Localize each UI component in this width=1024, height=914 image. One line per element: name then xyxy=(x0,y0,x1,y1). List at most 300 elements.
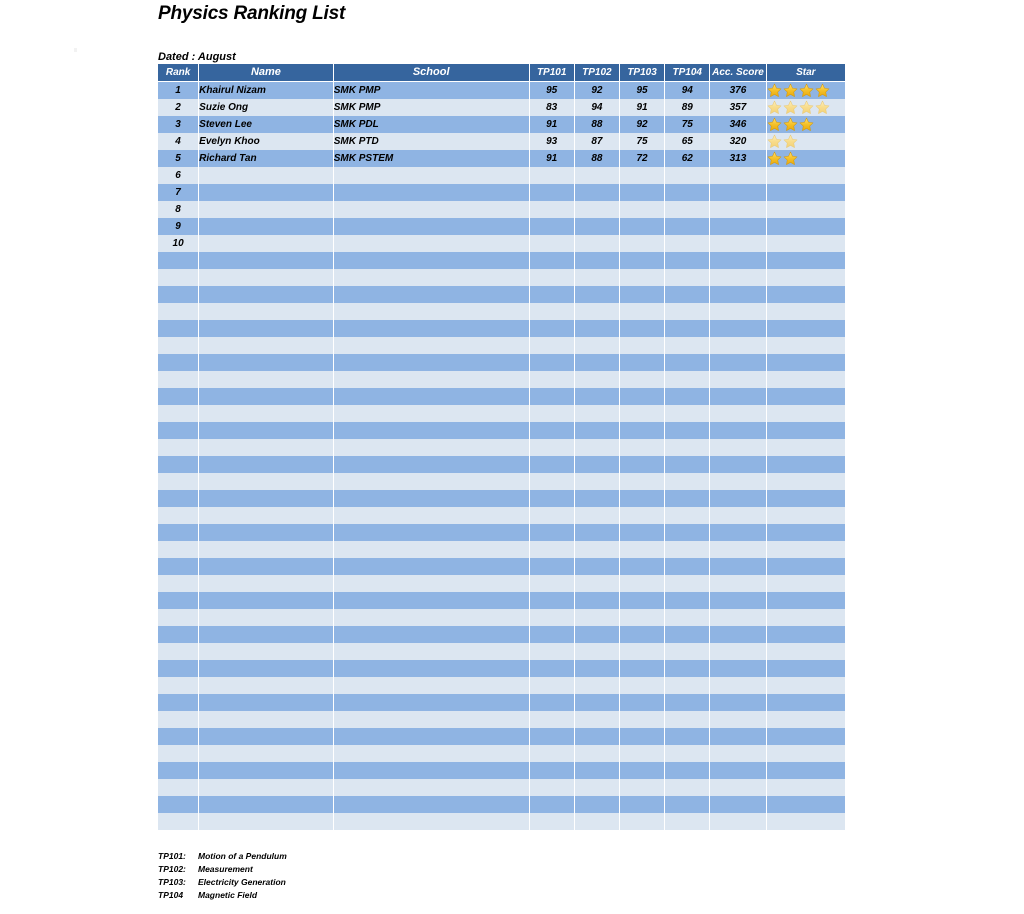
cell-rank[interactable] xyxy=(158,422,199,439)
cell-tp102[interactable] xyxy=(574,592,619,609)
table-row[interactable] xyxy=(158,133,846,150)
cell-star-rating[interactable] xyxy=(766,167,845,184)
table-row[interactable] xyxy=(158,320,846,337)
cell-star-rating[interactable] xyxy=(766,371,845,388)
cell-name[interactable] xyxy=(199,524,334,541)
cell-tp103[interactable] xyxy=(619,660,664,677)
cell-tp103[interactable] xyxy=(619,575,664,592)
cell-tp101[interactable] xyxy=(529,167,574,184)
cell-tp103[interactable] xyxy=(619,643,664,660)
cell-star-rating[interactable] xyxy=(766,541,845,558)
cell-tp102[interactable] xyxy=(574,388,619,405)
cell-star-rating[interactable] xyxy=(766,677,845,694)
table-row[interactable] xyxy=(158,201,846,218)
cell-acc-score[interactable] xyxy=(710,609,766,626)
table-row[interactable] xyxy=(158,235,846,252)
cell-tp103[interactable] xyxy=(619,354,664,371)
cell-tp104[interactable] xyxy=(665,779,710,796)
cell-acc-score[interactable] xyxy=(710,507,766,524)
cell-acc-score[interactable] xyxy=(710,711,766,728)
cell-tp103[interactable] xyxy=(619,473,664,490)
cell-tp101[interactable] xyxy=(529,524,574,541)
table-row[interactable] xyxy=(158,745,846,762)
cell-school[interactable] xyxy=(333,371,529,388)
column-header-tp104[interactable]: TP104 xyxy=(665,64,710,82)
column-header-tp103[interactable]: TP103 xyxy=(619,64,664,82)
cell-acc-score[interactable] xyxy=(710,422,766,439)
cell-tp101[interactable] xyxy=(529,184,574,201)
cell-tp104[interactable]: 62 xyxy=(665,150,710,167)
cell-tp102[interactable] xyxy=(574,439,619,456)
cell-school[interactable] xyxy=(333,473,529,490)
table-header-row[interactable] xyxy=(158,64,846,82)
cell-acc-score[interactable] xyxy=(710,303,766,320)
cell-acc-score[interactable] xyxy=(710,813,766,830)
cell-acc-score[interactable] xyxy=(710,252,766,269)
cell-tp104[interactable]: 89 xyxy=(665,99,710,116)
cell-acc-score[interactable] xyxy=(710,728,766,745)
cell-rank[interactable] xyxy=(158,813,199,830)
cell-school[interactable] xyxy=(333,711,529,728)
cell-tp103[interactable] xyxy=(619,490,664,507)
cell-name[interactable] xyxy=(199,558,334,575)
cell-star-rating[interactable] xyxy=(766,609,845,626)
cell-tp101[interactable] xyxy=(529,286,574,303)
cell-name[interactable] xyxy=(199,269,334,286)
column-header-name[interactable]: Name xyxy=(199,64,334,82)
cell-acc-score[interactable] xyxy=(710,677,766,694)
table-row[interactable] xyxy=(158,371,846,388)
cell-tp104[interactable]: 94 xyxy=(665,82,710,100)
cell-star-rating[interactable] xyxy=(766,456,845,473)
cell-tp104[interactable] xyxy=(665,626,710,643)
cell-tp103[interactable] xyxy=(619,184,664,201)
cell-tp101[interactable] xyxy=(529,507,574,524)
cell-tp101[interactable] xyxy=(529,643,574,660)
cell-rank[interactable] xyxy=(158,609,199,626)
cell-tp104[interactable] xyxy=(665,269,710,286)
cell-star-rating[interactable] xyxy=(766,150,845,167)
cell-star-rating[interactable] xyxy=(766,235,845,252)
table-row[interactable] xyxy=(158,456,846,473)
table-row[interactable] xyxy=(158,354,846,371)
cell-rank[interactable]: 9 xyxy=(158,218,199,235)
table-row[interactable] xyxy=(158,711,846,728)
cell-name[interactable] xyxy=(199,184,334,201)
cell-rank[interactable]: 2 xyxy=(158,99,199,116)
cell-star-rating[interactable] xyxy=(766,405,845,422)
cell-star-rating[interactable] xyxy=(766,796,845,813)
cell-tp102[interactable] xyxy=(574,337,619,354)
cell-tp101[interactable] xyxy=(529,456,574,473)
column-header-tp102[interactable]: TP102 xyxy=(574,64,619,82)
cell-tp103[interactable] xyxy=(619,388,664,405)
cell-rank[interactable] xyxy=(158,541,199,558)
cell-school[interactable] xyxy=(333,252,529,269)
cell-tp104[interactable] xyxy=(665,422,710,439)
cell-star-rating[interactable] xyxy=(766,473,845,490)
cell-school[interactable] xyxy=(333,609,529,626)
table-row[interactable] xyxy=(158,422,846,439)
cell-tp102[interactable] xyxy=(574,575,619,592)
cell-school[interactable] xyxy=(333,201,529,218)
cell-tp104[interactable] xyxy=(665,643,710,660)
cell-tp101[interactable] xyxy=(529,592,574,609)
cell-school[interactable] xyxy=(333,541,529,558)
cell-tp101[interactable] xyxy=(529,541,574,558)
cell-tp102[interactable] xyxy=(574,201,619,218)
cell-star-rating[interactable] xyxy=(766,779,845,796)
cell-tp103[interactable] xyxy=(619,609,664,626)
cell-tp102[interactable] xyxy=(574,524,619,541)
cell-rank[interactable]: 4 xyxy=(158,133,199,150)
cell-tp103[interactable] xyxy=(619,456,664,473)
cell-rank[interactable] xyxy=(158,558,199,575)
cell-tp101[interactable] xyxy=(529,490,574,507)
cell-tp101[interactable]: 91 xyxy=(529,150,574,167)
cell-acc-score[interactable] xyxy=(710,184,766,201)
cell-acc-score[interactable] xyxy=(710,439,766,456)
cell-tp102[interactable]: 87 xyxy=(574,133,619,150)
cell-rank[interactable]: 3 xyxy=(158,116,199,133)
cell-tp102[interactable] xyxy=(574,677,619,694)
cell-acc-score[interactable] xyxy=(710,167,766,184)
cell-tp103[interactable] xyxy=(619,320,664,337)
cell-tp103[interactable] xyxy=(619,252,664,269)
cell-star-rating[interactable] xyxy=(766,575,845,592)
cell-tp102[interactable] xyxy=(574,320,619,337)
cell-acc-score[interactable] xyxy=(710,745,766,762)
cell-name[interactable] xyxy=(199,201,334,218)
column-header-rank[interactable]: Rank xyxy=(158,64,199,82)
cell-tp101[interactable] xyxy=(529,388,574,405)
cell-tp102[interactable] xyxy=(574,762,619,779)
cell-star-rating[interactable] xyxy=(766,218,845,235)
cell-star-rating[interactable] xyxy=(766,745,845,762)
column-header-star[interactable]: Star xyxy=(766,64,845,82)
cell-tp102[interactable]: 88 xyxy=(574,150,619,167)
table-row[interactable] xyxy=(158,813,846,830)
cell-acc-score[interactable] xyxy=(710,337,766,354)
cell-school[interactable] xyxy=(333,388,529,405)
cell-tp102[interactable] xyxy=(574,711,619,728)
cell-school[interactable] xyxy=(333,184,529,201)
cell-school[interactable] xyxy=(333,643,529,660)
cell-school[interactable] xyxy=(333,796,529,813)
cell-acc-score[interactable]: 320 xyxy=(710,133,766,150)
cell-tp102[interactable] xyxy=(574,184,619,201)
cell-tp104[interactable] xyxy=(665,524,710,541)
cell-name[interactable] xyxy=(199,592,334,609)
cell-name[interactable]: Evelyn Khoo xyxy=(199,133,334,150)
cell-tp101[interactable] xyxy=(529,235,574,252)
cell-tp103[interactable] xyxy=(619,286,664,303)
cell-acc-score[interactable] xyxy=(710,626,766,643)
cell-tp102[interactable] xyxy=(574,422,619,439)
cell-name[interactable] xyxy=(199,218,334,235)
cell-tp101[interactable]: 95 xyxy=(529,82,574,100)
cell-school[interactable] xyxy=(333,626,529,643)
cell-acc-score[interactable] xyxy=(710,456,766,473)
cell-tp101[interactable] xyxy=(529,201,574,218)
cell-star-rating[interactable] xyxy=(766,184,845,201)
cell-star-rating[interactable] xyxy=(766,439,845,456)
cell-school[interactable] xyxy=(333,490,529,507)
cell-star-rating[interactable] xyxy=(766,286,845,303)
cell-star-rating[interactable] xyxy=(766,507,845,524)
cell-tp102[interactable] xyxy=(574,694,619,711)
cell-tp104[interactable] xyxy=(665,762,710,779)
cell-school[interactable] xyxy=(333,320,529,337)
column-header-acc-score[interactable]: Acc. Score xyxy=(710,64,766,82)
table-row[interactable] xyxy=(158,99,846,116)
cell-rank[interactable] xyxy=(158,575,199,592)
cell-tp104[interactable] xyxy=(665,218,710,235)
cell-tp102[interactable] xyxy=(574,626,619,643)
cell-name[interactable] xyxy=(199,643,334,660)
table-row[interactable] xyxy=(158,660,846,677)
cell-tp102[interactable] xyxy=(574,541,619,558)
cell-rank[interactable] xyxy=(158,269,199,286)
cell-rank[interactable] xyxy=(158,524,199,541)
cell-tp101[interactable] xyxy=(529,677,574,694)
cell-star-rating[interactable] xyxy=(766,813,845,830)
cell-name[interactable] xyxy=(199,456,334,473)
cell-acc-score[interactable] xyxy=(710,320,766,337)
cell-tp102[interactable] xyxy=(574,269,619,286)
cell-rank[interactable]: 8 xyxy=(158,201,199,218)
cell-tp103[interactable] xyxy=(619,694,664,711)
cell-school[interactable] xyxy=(333,728,529,745)
cell-tp104[interactable] xyxy=(665,796,710,813)
cell-tp103[interactable]: 92 xyxy=(619,116,664,133)
cell-tp103[interactable] xyxy=(619,745,664,762)
cell-tp104[interactable] xyxy=(665,558,710,575)
column-header-school[interactable]: School xyxy=(333,64,529,82)
cell-school[interactable] xyxy=(333,592,529,609)
cell-acc-score[interactable] xyxy=(710,286,766,303)
cell-name[interactable] xyxy=(199,303,334,320)
table-row[interactable] xyxy=(158,762,846,779)
cell-star-rating[interactable] xyxy=(766,252,845,269)
cell-name[interactable] xyxy=(199,677,334,694)
table-row[interactable] xyxy=(158,286,846,303)
cell-tp101[interactable] xyxy=(529,252,574,269)
cell-name[interactable] xyxy=(199,252,334,269)
table-row[interactable] xyxy=(158,558,846,575)
cell-school[interactable]: SMK PMP xyxy=(333,82,529,100)
cell-name[interactable] xyxy=(199,796,334,813)
cell-tp101[interactable] xyxy=(529,575,574,592)
cell-rank[interactable] xyxy=(158,286,199,303)
cell-school[interactable] xyxy=(333,779,529,796)
cell-name[interactable] xyxy=(199,745,334,762)
cell-name[interactable] xyxy=(199,660,334,677)
cell-tp103[interactable] xyxy=(619,337,664,354)
cell-school[interactable]: SMK PTD xyxy=(333,133,529,150)
cell-star-rating[interactable] xyxy=(766,269,845,286)
cell-rank[interactable]: 6 xyxy=(158,167,199,184)
cell-name[interactable] xyxy=(199,320,334,337)
cell-star-rating[interactable] xyxy=(766,303,845,320)
cell-name[interactable] xyxy=(199,167,334,184)
cell-name[interactable] xyxy=(199,354,334,371)
cell-rank[interactable] xyxy=(158,337,199,354)
cell-tp102[interactable] xyxy=(574,490,619,507)
cell-school[interactable] xyxy=(333,813,529,830)
cell-rank[interactable] xyxy=(158,677,199,694)
cell-tp104[interactable] xyxy=(665,541,710,558)
cell-acc-score[interactable] xyxy=(710,796,766,813)
cell-tp103[interactable] xyxy=(619,592,664,609)
cell-tp101[interactable] xyxy=(529,218,574,235)
cell-rank[interactable] xyxy=(158,354,199,371)
cell-tp103[interactable] xyxy=(619,167,664,184)
cell-tp104[interactable] xyxy=(665,320,710,337)
cell-tp102[interactable] xyxy=(574,813,619,830)
cell-acc-score[interactable]: 357 xyxy=(710,99,766,116)
table-row[interactable] xyxy=(158,303,846,320)
cell-rank[interactable] xyxy=(158,711,199,728)
cell-tp102[interactable] xyxy=(574,660,619,677)
cell-rank[interactable] xyxy=(158,473,199,490)
cell-tp102[interactable] xyxy=(574,745,619,762)
cell-tp102[interactable] xyxy=(574,252,619,269)
cell-tp104[interactable] xyxy=(665,167,710,184)
cell-acc-score[interactable] xyxy=(710,575,766,592)
cell-tp104[interactable] xyxy=(665,235,710,252)
cell-school[interactable]: SMK PMP xyxy=(333,99,529,116)
cell-tp104[interactable] xyxy=(665,456,710,473)
cell-tp103[interactable] xyxy=(619,405,664,422)
cell-tp104[interactable] xyxy=(665,405,710,422)
column-header-tp101[interactable]: TP101 xyxy=(529,64,574,82)
cell-tp103[interactable] xyxy=(619,371,664,388)
cell-name[interactable]: Suzie Ong xyxy=(199,99,334,116)
cell-tp102[interactable]: 92 xyxy=(574,82,619,100)
cell-rank[interactable] xyxy=(158,320,199,337)
cell-rank[interactable] xyxy=(158,388,199,405)
cell-school[interactable]: SMK PSTEM xyxy=(333,150,529,167)
cell-rank[interactable] xyxy=(158,490,199,507)
table-row[interactable] xyxy=(158,167,846,184)
cell-school[interactable] xyxy=(333,269,529,286)
cell-tp104[interactable] xyxy=(665,286,710,303)
cell-star-rating[interactable] xyxy=(766,337,845,354)
cell-rank[interactable] xyxy=(158,796,199,813)
cell-school[interactable] xyxy=(333,422,529,439)
cell-tp101[interactable] xyxy=(529,779,574,796)
cell-tp102[interactable] xyxy=(574,303,619,320)
cell-rank[interactable]: 7 xyxy=(158,184,199,201)
cell-tp102[interactable] xyxy=(574,779,619,796)
cell-tp104[interactable] xyxy=(665,473,710,490)
cell-tp103[interactable]: 72 xyxy=(619,150,664,167)
cell-tp102[interactable] xyxy=(574,796,619,813)
cell-tp102[interactable] xyxy=(574,167,619,184)
cell-tp103[interactable] xyxy=(619,813,664,830)
cell-star-rating[interactable] xyxy=(766,711,845,728)
table-row[interactable] xyxy=(158,728,846,745)
table-row[interactable] xyxy=(158,473,846,490)
cell-acc-score[interactable] xyxy=(710,218,766,235)
cell-school[interactable]: SMK PDL xyxy=(333,116,529,133)
cell-acc-score[interactable] xyxy=(710,388,766,405)
cell-name[interactable] xyxy=(199,762,334,779)
cell-tp104[interactable] xyxy=(665,609,710,626)
cell-tp104[interactable] xyxy=(665,711,710,728)
cell-tp103[interactable] xyxy=(619,524,664,541)
cell-name[interactable]: Richard Tan xyxy=(199,150,334,167)
cell-tp101[interactable] xyxy=(529,762,574,779)
cell-rank[interactable]: 1 xyxy=(158,82,199,100)
cell-star-rating[interactable] xyxy=(766,694,845,711)
cell-rank[interactable] xyxy=(158,779,199,796)
cell-acc-score[interactable] xyxy=(710,524,766,541)
cell-tp102[interactable] xyxy=(574,473,619,490)
cell-school[interactable] xyxy=(333,286,529,303)
cell-tp102[interactable] xyxy=(574,371,619,388)
cell-name[interactable] xyxy=(199,439,334,456)
cell-tp103[interactable] xyxy=(619,303,664,320)
table-row[interactable] xyxy=(158,150,846,167)
table-row[interactable] xyxy=(158,541,846,558)
cell-rank[interactable] xyxy=(158,371,199,388)
cell-acc-score[interactable] xyxy=(710,371,766,388)
cell-tp101[interactable]: 83 xyxy=(529,99,574,116)
cell-rank[interactable]: 10 xyxy=(158,235,199,252)
cell-name[interactable] xyxy=(199,575,334,592)
cell-rank[interactable] xyxy=(158,694,199,711)
cell-acc-score[interactable]: 346 xyxy=(710,116,766,133)
cell-star-rating[interactable] xyxy=(766,643,845,660)
cell-school[interactable] xyxy=(333,303,529,320)
cell-acc-score[interactable] xyxy=(710,541,766,558)
cell-acc-score[interactable] xyxy=(710,201,766,218)
cell-school[interactable] xyxy=(333,439,529,456)
cell-tp104[interactable] xyxy=(665,439,710,456)
cell-school[interactable] xyxy=(333,677,529,694)
cell-tp103[interactable] xyxy=(619,626,664,643)
cell-star-rating[interactable] xyxy=(766,524,845,541)
cell-tp102[interactable] xyxy=(574,609,619,626)
cell-tp104[interactable] xyxy=(665,303,710,320)
cell-acc-score[interactable] xyxy=(710,694,766,711)
cell-tp103[interactable] xyxy=(619,201,664,218)
cell-rank[interactable] xyxy=(158,439,199,456)
cell-tp104[interactable] xyxy=(665,745,710,762)
cell-tp103[interactable] xyxy=(619,558,664,575)
cell-tp104[interactable] xyxy=(665,490,710,507)
cell-tp101[interactable] xyxy=(529,609,574,626)
cell-name[interactable] xyxy=(199,541,334,558)
cell-star-rating[interactable] xyxy=(766,762,845,779)
cell-tp101[interactable]: 91 xyxy=(529,116,574,133)
table-row[interactable] xyxy=(158,439,846,456)
cell-tp104[interactable] xyxy=(665,575,710,592)
cell-tp102[interactable] xyxy=(574,728,619,745)
cell-tp101[interactable] xyxy=(529,439,574,456)
cell-tp101[interactable] xyxy=(529,711,574,728)
cell-tp101[interactable] xyxy=(529,660,574,677)
cell-rank[interactable] xyxy=(158,303,199,320)
cell-tp101[interactable] xyxy=(529,320,574,337)
cell-tp102[interactable] xyxy=(574,643,619,660)
cell-rank[interactable] xyxy=(158,626,199,643)
cell-school[interactable] xyxy=(333,218,529,235)
cell-name[interactable] xyxy=(199,473,334,490)
cell-tp102[interactable] xyxy=(574,235,619,252)
